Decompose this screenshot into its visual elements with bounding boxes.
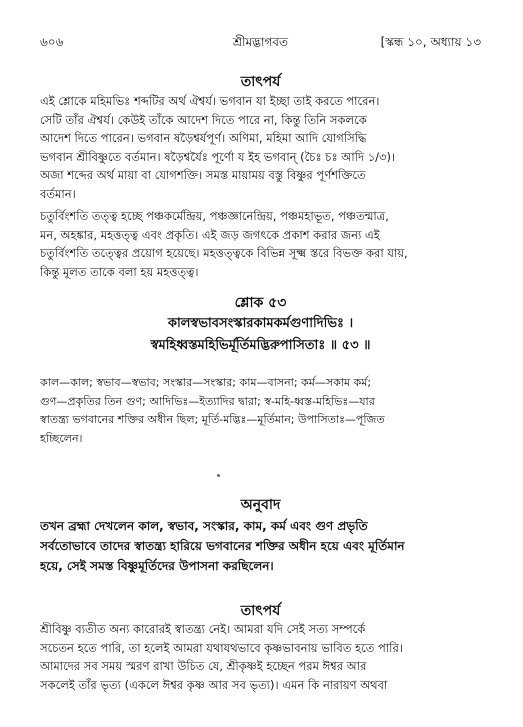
purport-paragraph-2 — [40, 207, 481, 281]
text-line: কিন্তু মূলত তাকে বলা হয় মহত্তত্ত্ব। — [40, 264, 199, 279]
page-header — [40, 34, 481, 52]
verse-heading: শ্লোক ৫৩ — [234, 295, 287, 311]
print-speck — [217, 474, 220, 477]
purport-heading-1: তাৎপর্য — [240, 74, 281, 90]
page-number: ৬০৬ — [40, 35, 64, 49]
text-line: সকলেই তাঁর ভৃত্য (একলে ঈশ্বর কৃষ্ণ আর সব ভৃত্য)। এমন কি নারায়ণ অথবা — [40, 677, 388, 692]
translation-line: হয়ে, সেই সমস্ত বিষ্ণুমূর্তিদের উপাসনা করছিলেন। — [40, 559, 274, 573]
translation-heading: অনুবাদ — [240, 497, 281, 513]
text-line: চতুর্বিংশতি তত্ত্ব হচ্ছে পঞ্চকর্মেন্দ্রিয়, পঞ্চজ্ঞানেন্দ্রিয়, পঞ্চমহাভূত, পঞ্চতন্মাত্র, — [40, 209, 389, 223]
book-title: শ্রীমদ্ভাগবত — [232, 35, 288, 49]
synonym-line: হচ্ছিলেন। — [40, 431, 83, 445]
section-reference: [স্কন্ধ ১০, অধ্যায় ১৩ — [380, 35, 481, 49]
purport-paragraph-1 — [40, 92, 481, 203]
text-line: চতুর্বিংশতি তত্ত্বের প্রয়োগ হয়েছে। মহত্তত্ত্বকে বিভিন্ন সূক্ষ্ম স্তরে বিভক্ত করা যায়, — [40, 246, 408, 260]
sanskrit-verse — [40, 313, 481, 357]
text-line: শ্রীবিষ্ণু ব্যতীত অন্য কারোরই স্বাতন্ত্র্য নেই। আমরা যদি সেই সত্য সম্পর্কে — [40, 622, 366, 636]
purport-paragraph-3 — [40, 620, 481, 694]
verse-line: কালস্বভাবসংস্কারকামকর্মগুণাদিভিঃ । — [167, 316, 354, 331]
synonym-line: কাল—কাল; স্বভাব—স্বভাব; সংস্কার—সংস্কার; কাম—বাসনা; কর্ম—সকাম কর্ম; — [40, 376, 372, 389]
purport-heading-2: তাৎপর্য — [240, 603, 281, 619]
translation-text — [40, 516, 481, 576]
translation-line: তখন ব্রহ্মা দেখলেন কাল, স্বভাব, সংস্কার, কাম, কর্ম এবং গুণ প্রভৃতি — [40, 519, 368, 533]
text-line: ভগবান শ্রীবিষ্ণুতে বর্তমান। ষড়ৈশ্বর্যৈঃ পূর্ণো য ইহ ভগবান্ (চৈঃ চঃ আদি ১/৩)। — [40, 149, 396, 164]
synonym-line: স্বাতন্ত্র্য ভগবানের শক্তির অধীন ছিল; মূর্তি-মদ্ভিঃ—মূর্তিমান; উপাসিতাঃ—পূজিত — [40, 413, 385, 426]
text-line: মন, অহঙ্কার, মহত্তত্ত্ব এবং প্রকৃতি। এই জড় জগৎকে প্রকাশ করার জন্য এই — [40, 227, 380, 242]
text-line: আমাদের সব সময় স্মরণ রাখা উচিত যে, শ্রীকৃষ্ণই হচ্ছেন পরম ঈশ্বর আর — [40, 659, 367, 673]
text-line: অজা শব্দের অর্থ মায়া বা যোগশক্তি। সমস্ত মায়াময় বস্তু বিষ্ণুর পূর্ণশক্তিতে — [40, 168, 366, 182]
translation-line: সর্বতোভাবে তাদের স্বাতন্ত্র্য হারিয়ে ভগবানের শক্তির অধীন হয়ে এবং মূর্তিমান — [40, 539, 405, 553]
text-line: সেটি তাঁর ঐশ্বর্য। কেউই তাঁকে আদেশ দিতে পারে না, কিন্তু তিনি সকলকে — [40, 112, 367, 127]
text-line: সচেতন হতে পারি, তা হলেই আমরা যথাযথভাবে কৃষ্ণভাবনায় ভাবিত হতে পারি। — [40, 640, 403, 655]
text-line: আদেশ দিতে পারেন। ভগবান ষড়ৈশ্বর্যপূর্ণ। অণিমা, মহিমা আদি যোগসিদ্ধি — [40, 131, 367, 145]
word-meanings — [40, 374, 481, 448]
text-line: এই শ্লোকে মহিমভিঃ শব্দটির অর্থ ঐশ্বর্য। ভগবান যা ইচ্ছা তাই করতে পারেন। — [40, 94, 380, 108]
synonym-line: গুণ—প্রকৃতির তিন গুণ; আদিভিঃ—ইত্যাদির দ্বারা; স্ব-মহি-ধ্বস্ত-মহিভিঃ—যার — [40, 394, 375, 408]
text-line: বর্তমান। — [40, 186, 76, 201]
verse-line: স্বমহিধ্বস্তমহিভির্মূর্তিমদ্ভিরুপাসিতাঃ ॥ ৫৩ ॥ — [150, 338, 371, 353]
